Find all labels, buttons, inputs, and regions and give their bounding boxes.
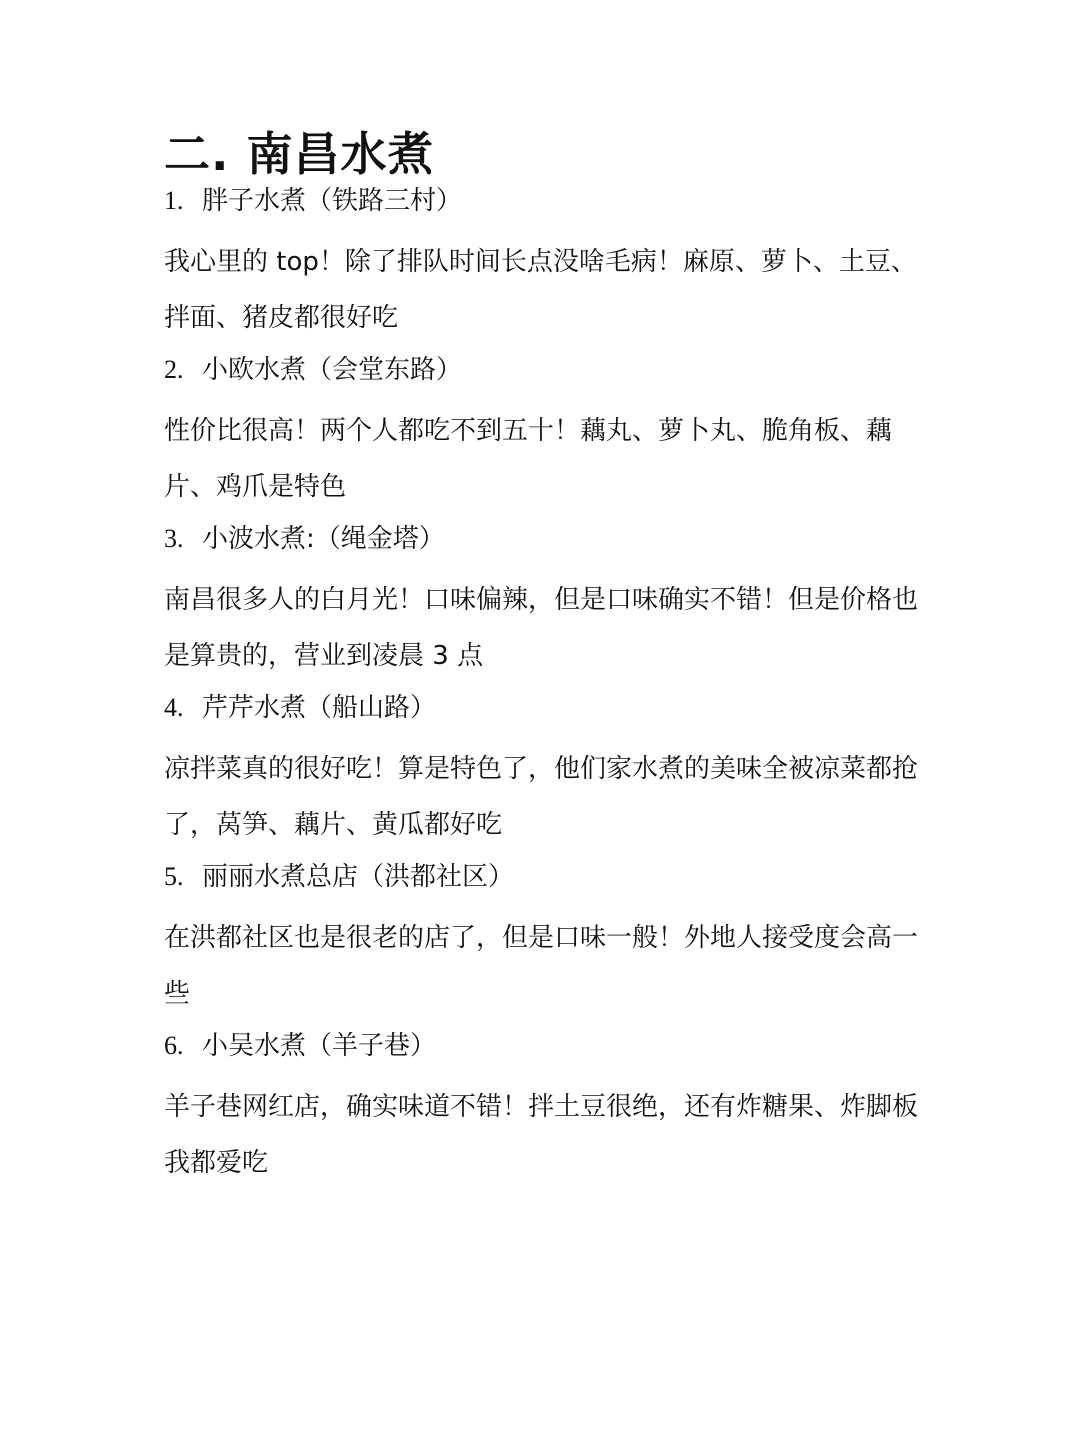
list-item	[164, 862, 934, 1022]
entry-name: 小吴水煮（羊子巷）	[202, 1031, 437, 1061]
entry-heading	[164, 524, 934, 554]
entry-name: 小欧水煮（会堂东路）	[202, 355, 463, 385]
entry-number: 2.	[164, 355, 184, 384]
entry-name: 胖子水煮（铁路三村）	[202, 186, 463, 216]
entry-name: 芹芹水煮（船山路）	[202, 693, 437, 723]
document-page	[164, 124, 934, 1193]
entry-name: 小波水煮:（绳金塔）	[202, 524, 445, 554]
entry-number: 1.	[164, 186, 184, 215]
entry-description: 在洪都社区也是很老的店了，但是口味一般！外地人接受度会高一些	[164, 923, 919, 1009]
entry-number: 4.	[164, 693, 184, 722]
entry-heading	[164, 1031, 934, 1061]
entry-heading	[164, 355, 934, 385]
entry-description: 我心里的 top！除了排队时间长点没啥毛病！麻原、萝卜、土豆、拌面、猪皮都很好吃	[164, 247, 917, 333]
entry-number: 6.	[164, 1031, 184, 1060]
entry-number: 5.	[164, 862, 184, 891]
section-title: 二. 南昌水煮	[164, 127, 435, 181]
entry-description: 南昌很多人的白月光！口味偏辣，但是口味确实不错！但是价格也是算贵的，营业到凌晨 3 点	[164, 585, 919, 671]
entry-description: 性价比很高！两个人都吃不到五十！藕丸、萝卜丸、脆角板、藕片、鸡爪是特色	[164, 416, 893, 502]
list-item	[164, 693, 934, 853]
entry-name: 丽丽水煮总店（洪都社区）	[202, 862, 515, 892]
list-item	[164, 524, 934, 684]
list-item	[164, 186, 934, 346]
entry-description: 凉拌菜真的很好吃！算是特色了，他们家水煮的美味全被凉菜都抢了，莴笋、藕片、黄瓜都好吃	[164, 754, 919, 840]
entry-heading	[164, 186, 934, 216]
entry-heading	[164, 693, 934, 723]
entry-description: 羊子巷网红店，确实味道不错！拌土豆很绝，还有炸糖果、炸脚板我都爱吃	[164, 1092, 919, 1178]
entry-number: 3.	[164, 524, 184, 553]
list-item	[164, 1031, 934, 1191]
list-item	[164, 355, 934, 515]
entry-heading	[164, 862, 934, 892]
